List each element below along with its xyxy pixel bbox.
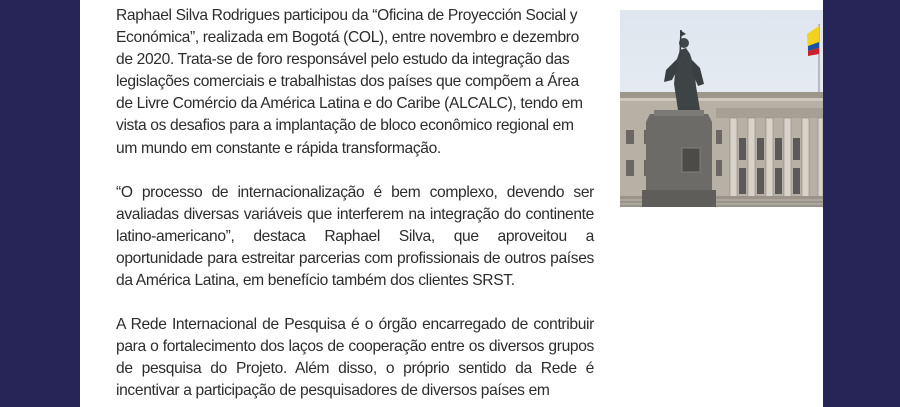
bogota-statue-photo xyxy=(620,10,823,207)
article-paragraph-2: “O processo de internacionalização é bem complexo, devendo ser avaliadas diversas variáveis que interferem na integração do continente latino-americano”, destaca Raphael Silva, que aproveitou a oportunidade para estreitar parcerias com profissionais de outros países da América Latina, em benefício também dos clientes SRST. xyxy=(116,183,594,290)
right-navy-band xyxy=(823,0,900,407)
left-navy-band xyxy=(0,0,80,407)
article-paragraph-3: A Rede Internacional de Pesquisa é o órgão encarregado de contribuir para o fortalecimento dos laços de cooperação entre os diversos grupos de pesquisa do Projeto. Além disso, o próprio sentido da Rede é incentivar a participação de pesquisadores de diversos países em xyxy=(116,316,594,400)
article-paragraph-1: Raphael Silva Rodrigues participou da “Oficina de Proyección Social y Económica”, realizada em Bogotá (COL), entre novembro e dezembro de 2020. Trata-se de foro responsável pelo estudo da integração das legislações comerciais e trabalhistas dos países que compõem a Área de Livre Comércio da América Latina e do Caribe (ALCALC), tendo em vista os desafios para a implantação de bloco econômico regional em um mundo em constante e rápida transformação. xyxy=(116,7,583,157)
article-body xyxy=(116,5,594,407)
